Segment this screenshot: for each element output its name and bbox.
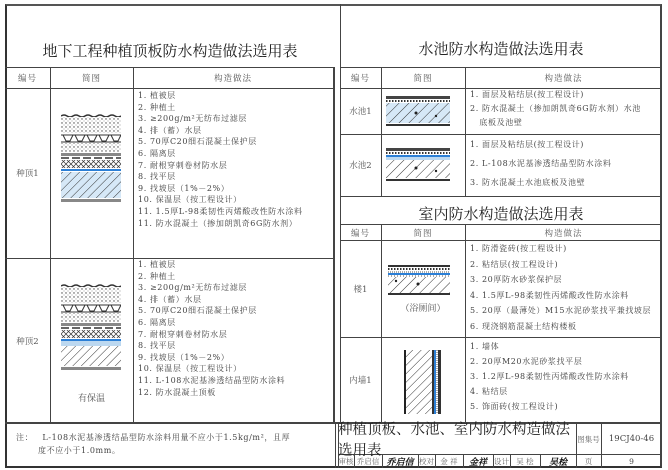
step: 8. 找平层 — [138, 341, 176, 351]
divider — [5, 67, 335, 68]
row-id-wall1: 内墙1 — [349, 376, 372, 386]
steps-zhongding1 — [134, 90, 303, 229]
divider — [381, 224, 382, 423]
diagram-caption-floor1: （浴厕间） — [400, 303, 446, 314]
step: 5. 20厚（最薄处）M15水泥砂浆找平兼找坡层 — [470, 306, 652, 315]
step: 2. 粘结层(按工程设计) — [470, 259, 559, 269]
note-label: 注： — [16, 433, 34, 442]
bathroom-floor-section-icon — [388, 265, 450, 295]
review-signature: 乔启信 — [386, 458, 414, 468]
row-id-pool2: 水池2 — [349, 161, 372, 171]
step: 9. 找坡层（1%－2%） — [138, 352, 230, 362]
step: 6. 现浇钢筋混凝土结构楼板 — [470, 321, 577, 331]
step: 4. 排（蓄）水层 — [138, 125, 202, 135]
step: 11. L-108水泥基渗透结晶型防水涂料 — [138, 375, 286, 385]
step: 6. 隔离层 — [138, 317, 176, 327]
steps-pool2 — [466, 135, 611, 192]
pool-header-diagram: 简图 — [413, 74, 433, 84]
check-signature: 金祥 — [468, 458, 487, 468]
step: 11. 防水混凝土（掺加朗凯奇6G防水剂） — [138, 218, 298, 228]
step: 3. 防水混凝土水池底板及池壁 — [470, 178, 586, 187]
step: 10. 保温层（按工程设计） — [138, 195, 242, 205]
left-header-method: 构造做法 — [213, 74, 252, 84]
step: 7. 耐根穿刺卷材防水层 — [138, 160, 228, 170]
diagram-wall1 — [404, 350, 442, 414]
note-line-1: L-108水泥基渗透结晶型防水涂料用量不应小于1.5kg/m²，且厚 — [42, 433, 291, 442]
pool-table-title: 水池防水构造做法选用表 — [418, 40, 584, 58]
step: 9. 找坡层（1%－2%） — [138, 183, 230, 193]
design-signature: 吴桧 — [548, 458, 567, 468]
step: 5. 70厚C20细石混凝土保护层 — [138, 306, 257, 316]
divider — [5, 88, 335, 89]
step: 1. 植被层 — [138, 91, 176, 100]
atlas-number: 19CJ40-46 — [608, 434, 655, 444]
divider — [381, 67, 382, 196]
step: 3. 1.2厚L-98柔韧性丙烯酸改性防水涂料 — [470, 372, 629, 381]
planting-roof-section-icon — [61, 114, 121, 214]
page-number: 9 — [629, 457, 634, 466]
diagram-pool2 — [386, 148, 450, 182]
row-id-zhongding1: 种顶1 — [16, 169, 39, 179]
diagram-pool1 — [386, 96, 450, 128]
review-label: 审核 — [338, 457, 354, 466]
indoor-table-title: 室内防水构造做法选用表 — [418, 205, 584, 223]
step: 2. 种植土 — [138, 271, 176, 281]
indoor-header-id: 编号 — [350, 229, 370, 239]
pool-section-icon — [386, 96, 450, 128]
left-header-id: 编号 — [17, 74, 37, 84]
steps-zhongding2 — [134, 259, 285, 398]
step: 2. L-108水泥基渗透结晶型防水涂料 — [470, 159, 612, 168]
steps-floor1 — [466, 241, 651, 334]
indoor-header-method: 构造做法 — [544, 229, 583, 239]
review-name: 乔启信 — [356, 457, 380, 466]
row-id-zhongding2: 种顶2 — [16, 336, 39, 347]
step: 3. ≥200g/m²无纺布过滤层 — [138, 283, 247, 293]
step: 4. 排（蓄）水层 — [138, 294, 202, 304]
steps-pool1 — [466, 88, 641, 130]
step: 10. 保温层（按工程设计） — [138, 364, 242, 374]
divider — [340, 337, 662, 338]
step: 4. 粘结层 — [470, 387, 508, 396]
indoor-header-diagram: 简图 — [413, 229, 433, 239]
step: 12. 防水混凝土顶板 — [138, 387, 216, 397]
step: 11. 1.5厚L-98柔韧性丙烯酸改性防水涂料 — [138, 206, 303, 216]
step: 1. 植被层 — [138, 260, 176, 269]
diagram-caption-zhongding2: 有保温 — [77, 393, 105, 404]
note — [16, 431, 290, 457]
step: 3. 20厚防水砂浆保护层 — [470, 275, 563, 284]
step: 2. 防水混凝土（掺加朗凯奇6G防水剂）水池 — [470, 104, 641, 113]
step: 8. 找平层 — [138, 172, 176, 182]
step: 1. 墙体 — [470, 342, 500, 351]
drawing-title: 种植顶板、水池、室内防水构造做法选用表 — [338, 422, 570, 459]
diagram-floor1 — [388, 265, 450, 295]
divider — [340, 67, 662, 68]
step: 5. 70厚C20细石混凝土保护层 — [138, 137, 257, 147]
design-label: 设计 — [494, 457, 509, 466]
note-line-2: 度不应小于1.0mm。 — [38, 446, 121, 455]
pool-header-method: 构造做法 — [544, 74, 583, 84]
divider — [340, 196, 662, 197]
divider — [50, 67, 51, 423]
interior-wall-section-icon — [404, 350, 442, 414]
divider — [335, 423, 336, 468]
step: 4. 1.5厚L-98柔韧性丙烯酸改性防水涂料 — [470, 290, 629, 300]
row-id-pool1: 水池1 — [349, 107, 372, 117]
pool-header-id: 编号 — [350, 74, 370, 84]
step: 1. 面层及粘结层(按工程设计) — [470, 140, 585, 149]
planting-roof-insulated-section-icon — [61, 284, 121, 374]
left-header-diagram: 简图 — [81, 74, 101, 84]
step: 3. ≥200g/m²无纺布过滤层 — [138, 114, 247, 124]
atlas-label: 图集号 — [577, 434, 600, 444]
check-label: 校对 — [419, 457, 434, 466]
check-name: 金 祥 — [440, 457, 458, 466]
divider — [340, 224, 662, 225]
step: 6. 隔离层 — [138, 148, 176, 158]
page-label: 页 — [584, 457, 593, 466]
row-id-floor1: 楼1 — [353, 284, 368, 295]
steps-wall1 — [466, 339, 629, 414]
step: 2. 20厚M20水泥砂浆找平层 — [470, 357, 583, 366]
pool-coated-section-icon — [386, 148, 450, 182]
divider — [333, 67, 335, 423]
step: 7. 耐根穿刺卷材防水层 — [138, 329, 228, 339]
step: 1. 防滑瓷砖(按工程设计) — [470, 244, 567, 253]
step: 1. 面层及粘结层(按工程设计) — [470, 90, 585, 99]
diagram-zhongding1 — [61, 114, 121, 214]
step: 底板及池壁 — [470, 118, 523, 127]
diagram-zhongding2 — [61, 284, 121, 374]
left-table-title: 地下工程种植顶板防水构造做法选用表 — [42, 42, 298, 60]
step: 5. 饰面砖(按工程设计) — [470, 402, 559, 411]
step: 2. 种植土 — [138, 102, 176, 112]
design-name: 吴 桧 — [516, 457, 534, 466]
